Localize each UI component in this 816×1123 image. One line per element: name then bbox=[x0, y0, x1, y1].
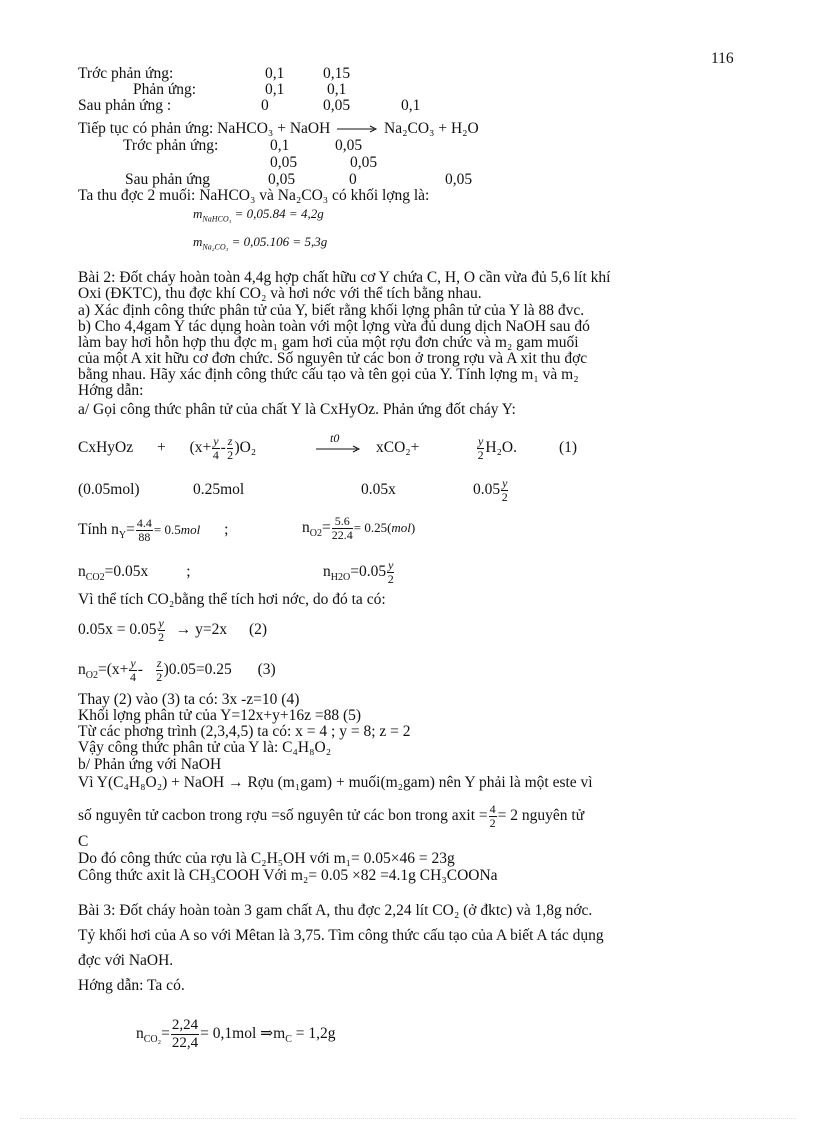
equation-2: 0.05x = 0.05 $\frac{y}{2}$ → y=2x (2) bbox=[78, 615, 268, 644]
text-line: a) Xác định công thức phân tử của Y, biết rằng khối lợng phân tử của Y là 88 đvc. bbox=[78, 302, 585, 319]
value-cell: 0,1 bbox=[270, 137, 290, 154]
text-line: đợc với NaOH. bbox=[78, 952, 174, 969]
row-label: Trớc phản ứng: bbox=[78, 65, 174, 82]
arrow-icon bbox=[315, 444, 361, 454]
reaction-equation bbox=[78, 121, 479, 137]
value-cell: 0 bbox=[261, 97, 269, 114]
text-line: Tỷ khối hơi của A so với Mêtan là 3,75. Tìm công thức cấu tạo của A biết A tác dụng bbox=[78, 927, 604, 944]
value-cell: 0,05 bbox=[335, 137, 363, 154]
mole-value: 0.05 $\frac{y}{2}$ bbox=[473, 475, 508, 504]
equation-3: $n_{O2}=(x+$ $\frac{y}{4}$ - $\frac{z}{2}$ )0.05=0.25 (3) bbox=[78, 655, 276, 684]
value-cell: 0,1 bbox=[265, 81, 285, 98]
moles-h2o: $n_{H2O}=0.05$ $\frac{y}{2}$ bbox=[323, 557, 394, 586]
page-number: 116 bbox=[711, 50, 734, 67]
equation-right: Na₂CO₃ + H₂O bbox=[384, 120, 479, 137]
text-line: Vì Y(C₄H₈O₂) + NaOH → Rợu (m₁gam) + muối(m₂gam) nên Y phải là một este vì bbox=[78, 774, 593, 791]
product-term: xCO₂+ bbox=[376, 439, 420, 456]
value-cell: 0 bbox=[349, 171, 357, 188]
equation-left: Tiếp tục có phản ứng: NaHCO₃ + NaOH bbox=[78, 120, 331, 137]
text-line: Bài 3: Đốt cháy hoàn toàn 3 gam chất A, thu đợc 2,24 lít CO₂ (ở đktc) và 1,8g nớc. bbox=[78, 902, 593, 919]
text-line: Công thức axit là CH₃COOH Với m₂= 0.05 ×82 =4.1g CH₃COONa bbox=[78, 867, 498, 884]
row-label: Phản ứng: bbox=[133, 81, 197, 98]
row-label: Sau phản ứng : bbox=[78, 97, 172, 114]
moles-calculation: Tính $n_Y=$ $\frac{4.4}{88}$ = 0.5mol ; bbox=[78, 515, 229, 544]
text-line: làm bay hơi hỗn hợp thu đợc m₁ gam hơi của một rợu đơn chức và m₂ gam muối bbox=[78, 334, 579, 351]
value-cell: 0,05 bbox=[270, 154, 298, 171]
value-cell: 0,1 bbox=[327, 81, 347, 98]
text-line: Ta thu đợc 2 muối: NaHCO₃ và Na₂CO₃ có khối lợng là: bbox=[78, 187, 430, 204]
value-cell: 0,05 bbox=[323, 97, 351, 114]
text-line: Vậy công thức phân tử của Y là: C₄H₈O₂ bbox=[78, 739, 332, 756]
text-line: C bbox=[78, 833, 89, 850]
text-line: bằng nhau. Hãy xác định công thức cấu tạo và tên gọi của Y. Tính lợng m₁ và m₂ bbox=[78, 366, 579, 383]
footer-divider bbox=[20, 1118, 796, 1119]
text-line: Vì thể tích CO₂bằng thể tích hơi nớc, do đó ta có: bbox=[78, 591, 386, 608]
text-line: b) Cho 4,4gam Y tác dụng hoàn toàn với một lợng vừa đủ dung dịch NaOH sau đó bbox=[78, 318, 590, 335]
product-term: $\frac{y}{2}$ H₂O. bbox=[477, 433, 517, 462]
combustion-equation: CxHyOz + (x+ $\frac{y}{4}$ - $\frac{z}{2}$ )O₂ bbox=[78, 433, 257, 462]
value-cell: 0,05 bbox=[445, 171, 473, 188]
moles-co2: $n_{CO2}=0.05x$ ; bbox=[78, 563, 191, 584]
text-line: Từ các phơng trình (2,3,4,5) ta có: x = 4 ; y = 8; z = 2 bbox=[78, 723, 411, 740]
text-line: Oxi (ĐKTC), thu đợc khí CO₂ và hơi nớc với thể tích bằng nhau. bbox=[78, 285, 482, 302]
mole-value: 0.25mol bbox=[193, 481, 245, 498]
text-line: b/ Phản ứng với NaOH bbox=[78, 756, 222, 773]
text-line: số nguyên tử cacbon trong rợu =số nguyên tử các bon trong axit = $\frac{4}{2}$ = 2 nguyên tử bbox=[78, 801, 585, 830]
value-cell: 0,05 bbox=[350, 154, 378, 171]
text-line: Thay (2) vào (3) ta có: 3x -z=10 (4) bbox=[78, 691, 300, 708]
moles-co2-calculation: $n_{CO_2}=$ $\frac{2,24}{22,4}$ = 0,1mol $\Rightarrow m_C = 1,2g$ bbox=[136, 1016, 336, 1051]
text-line: Hớng dẫn: Ta có. bbox=[78, 977, 185, 994]
text-line: Do đó công thức của rợu là C₂H₅OH với m₁= 0.05×46 = 23g bbox=[78, 850, 455, 867]
text-line: Hớng dẫn: bbox=[78, 382, 144, 399]
mole-value: 0.05x bbox=[361, 481, 396, 498]
text-line: của một A xit hữu cơ đơn chức. Số nguyên tử các bon ở trong rợu và A xit thu đợc bbox=[78, 350, 588, 367]
mole-value: (0.05mol) bbox=[78, 481, 140, 498]
moles-calculation: $n_{O2}=$ $\frac{5.6}{22.4}$ = 0.25(mol) bbox=[302, 513, 416, 542]
condition-label: t0 bbox=[330, 431, 340, 445]
row-label: Trớc phản ứng: bbox=[123, 137, 219, 154]
equation-number: (1) bbox=[559, 439, 578, 456]
text-line: Khối lợng phân tử của Y=12x+y+16z =88 (5) bbox=[78, 707, 362, 724]
mass-formula: $m_{Na_2CO_3} = 0,05.106 = 5,3g$ bbox=[193, 234, 328, 252]
value-cell: 0,1 bbox=[265, 65, 285, 82]
value-cell: 0,1 bbox=[401, 97, 421, 114]
mass-formula: $m_{NaHCO_3} = 0,05.84 = 4,2g$ bbox=[193, 206, 324, 224]
text-line: Bài 2: Đốt cháy hoàn toàn 4,4g hợp chất hữu cơ Y chứa C, H, O cần vừa đủ 5,6 lít khí bbox=[78, 269, 611, 286]
value-cell: 0,05 bbox=[268, 171, 296, 188]
row-before-reaction bbox=[78, 66, 173, 82]
row-label: Sau phản ứng bbox=[125, 171, 211, 188]
text-line: a/ Gọi công thức phân tử của chất Y là CxHyOz. Phản ứng đốt cháy Y: bbox=[78, 401, 516, 418]
value-cell: 0,15 bbox=[323, 65, 351, 82]
arrow-icon bbox=[336, 124, 378, 134]
